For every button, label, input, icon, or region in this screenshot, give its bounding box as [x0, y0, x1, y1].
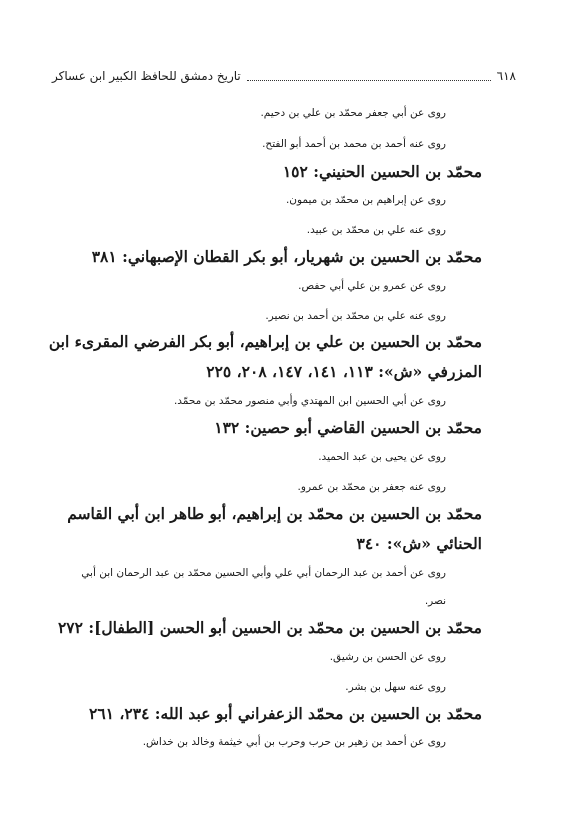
entry-heading: محمّد بن الحسين بن محمّد بن الحسين أبو الحسن [الطفال]: ٢٧٢: [57, 618, 482, 637]
entry-heading: محمّد بن الحسين الحنيني: ١٥٢: [282, 162, 482, 181]
narration-line: روى عن أحمد بن عبد الرحمان أبي علي وأبي الحسين محمّد بن عبد الرحمان ابن أبي: [81, 567, 446, 579]
page-number: ٦١٨: [496, 69, 516, 83]
entry-heading-continued: الحنائي «ش»: ٣٤٠: [356, 534, 482, 553]
narration-line: روى عن أبي الحسين ابن المهتدي وأبي منصور محمّد بن محمّد.: [173, 395, 446, 407]
narration-line: روى عنه سهل بن بشر.: [345, 681, 446, 693]
narration-line: روى عن عمرو بن علي أبي حفص.: [298, 280, 446, 292]
narration-line: روى عنه جعفر بن محمّد بن عمرو.: [297, 481, 446, 493]
narration-line: روى عن إبراهيم بن محمّد بن ميمون.: [285, 194, 446, 206]
entry-heading: محمّد بن الحسين بن محمّد بن إبراهيم، أبو طاهر ابن أبي القاسم: [67, 504, 482, 523]
narration-line: روى عنه علي بن محمّد بن أحمد بن نصير.: [265, 310, 446, 322]
narration-line: روى عن الحسن بن رشيق.: [329, 651, 446, 663]
entry-heading-continued: المزرفي «ش»: ١١٣، ١٤١، ١٤٧، ٢٠٨، ٢٢٥: [206, 362, 482, 381]
running-title: تاريخ دمشق للحافظ الكبير ابن عساكر: [52, 69, 241, 83]
narration-line: روى عنه علي بن محمّد بن عبيد.: [306, 224, 446, 236]
entry-heading: محمّد بن الحسين بن شهريار، أبو بكر القطان الإصبهاني: ٣٨١: [91, 247, 482, 266]
entry-heading: محمّد بن الحسين بن علي بن إبراهيم، أبو بكر الفرضي المقرىء ابن: [48, 332, 482, 351]
narration-line: روى عنه أحمد بن محمد بن أحمد أبو الفتح.: [262, 138, 446, 150]
narration-line: روى عن يحيى بن عبد الحميد.: [318, 451, 446, 463]
entry-heading: محمّد بن الحسين بن محمّد الزعفراني أبو عبد الله: ٢٣٤، ٢٦١: [89, 704, 482, 723]
narration-line: روى عن أبي جعفر محمّد بن علي بن دحيم.: [260, 107, 446, 119]
narration-line-continued: نصر.: [424, 595, 446, 607]
entry-heading: محمّد بن الحسين القاضي أبو حصين: ١٣٢: [214, 418, 482, 437]
dotted-leader: [247, 80, 491, 81]
narration-line: روى عن أحمد بن زهير بن حرب وحرب بن أبي خيثمة وخالد بن خداش.: [142, 736, 446, 748]
page-header: [52, 66, 516, 86]
